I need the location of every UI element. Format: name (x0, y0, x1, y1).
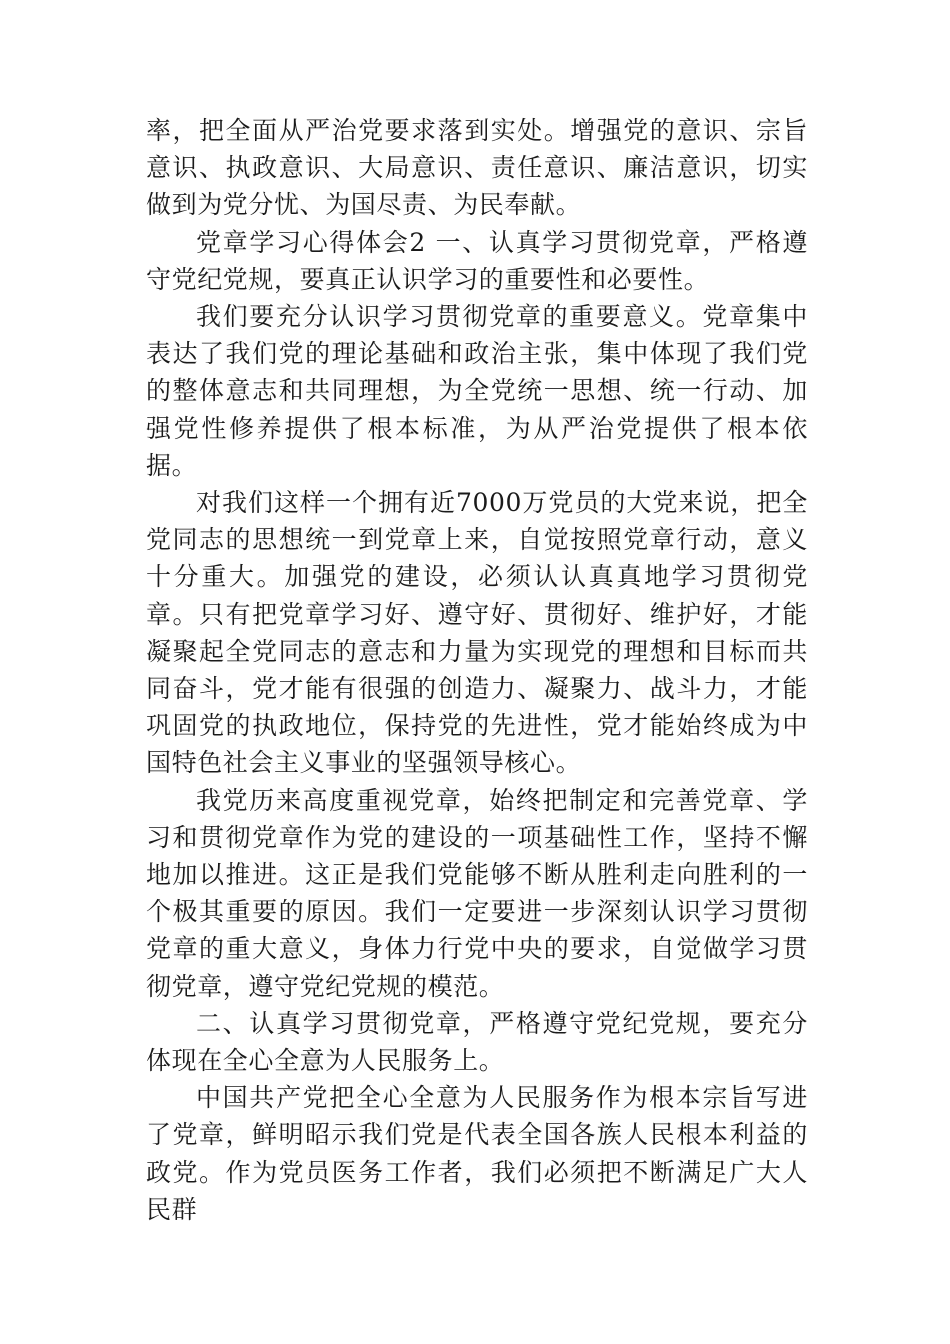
paragraph-7: 中国共产党把全心全意为人民服务作为根本宗旨写进了党章，鲜明昭示我们党是代表全国各族人民根本利益的政党。作为党员医务工作者，我们必须把不断满足广大人民群 (146, 1083, 808, 1224)
paragraph-3: 我们要充分认识学习贯彻党章的重要意义。党章集中表达了我们党的理论基础和政治主张，集中体现了我们党的整体意志和共同理想，为全党统一思想、统一行动、加强党性修养提供了根本标准，为从严治党提供了根本依据。 (146, 302, 808, 480)
paragraph-1: 率，把全面从严治党要求落到实处。增强党的意识、宗旨意识、执政意识、大局意识、责任意识、廉洁意识，切实做到为党分忧、为国尽责、为民奉献。 (146, 116, 808, 220)
document-body (146, 112, 808, 1228)
paragraph-2: 党章学习心得体会2 一、认真学习贯彻党章，严格遵守党纪党规，要真正认识学习的重要性和必要性。 (146, 227, 808, 294)
paragraph-5: 我党历来高度重视党章，始终把制定和完善党章、学习和贯彻党章作为党的建设的一项基础性工作，坚持不懈地加以推进。这正是我们党能够不断从胜利走向胜利的一个极其重要的原因。我们一定要进一步深刻认识学习贯彻党章的重大意义，身体力行党中央的要求，自觉做学习贯彻党章，遵守党纪党规的模范。 (146, 785, 808, 1001)
paragraph-6: 二、认真学习贯彻党章，严格遵守党纪党规，要充分体现在全心全意为人民服务上。 (146, 1008, 808, 1076)
paragraph-4: 对我们这样一个拥有近7000万党员的大党来说，把全党同志的思想统一到党章上来，自觉按照党章行动，意义十分重大。加强党的建设，必须认认真真地学习贯彻党章。只有把党章学习好、遵守好、贯彻好、维护好，才能凝聚起全党同志的意志和力量为实现党的理想和目标而共同奋斗，党才能有很强的创造力、凝聚力、战斗力，才能巩固党的执政地位，保持党的先进性，党才能始终成为中国特色社会主义事业的坚强领导核心。 (146, 488, 808, 778)
